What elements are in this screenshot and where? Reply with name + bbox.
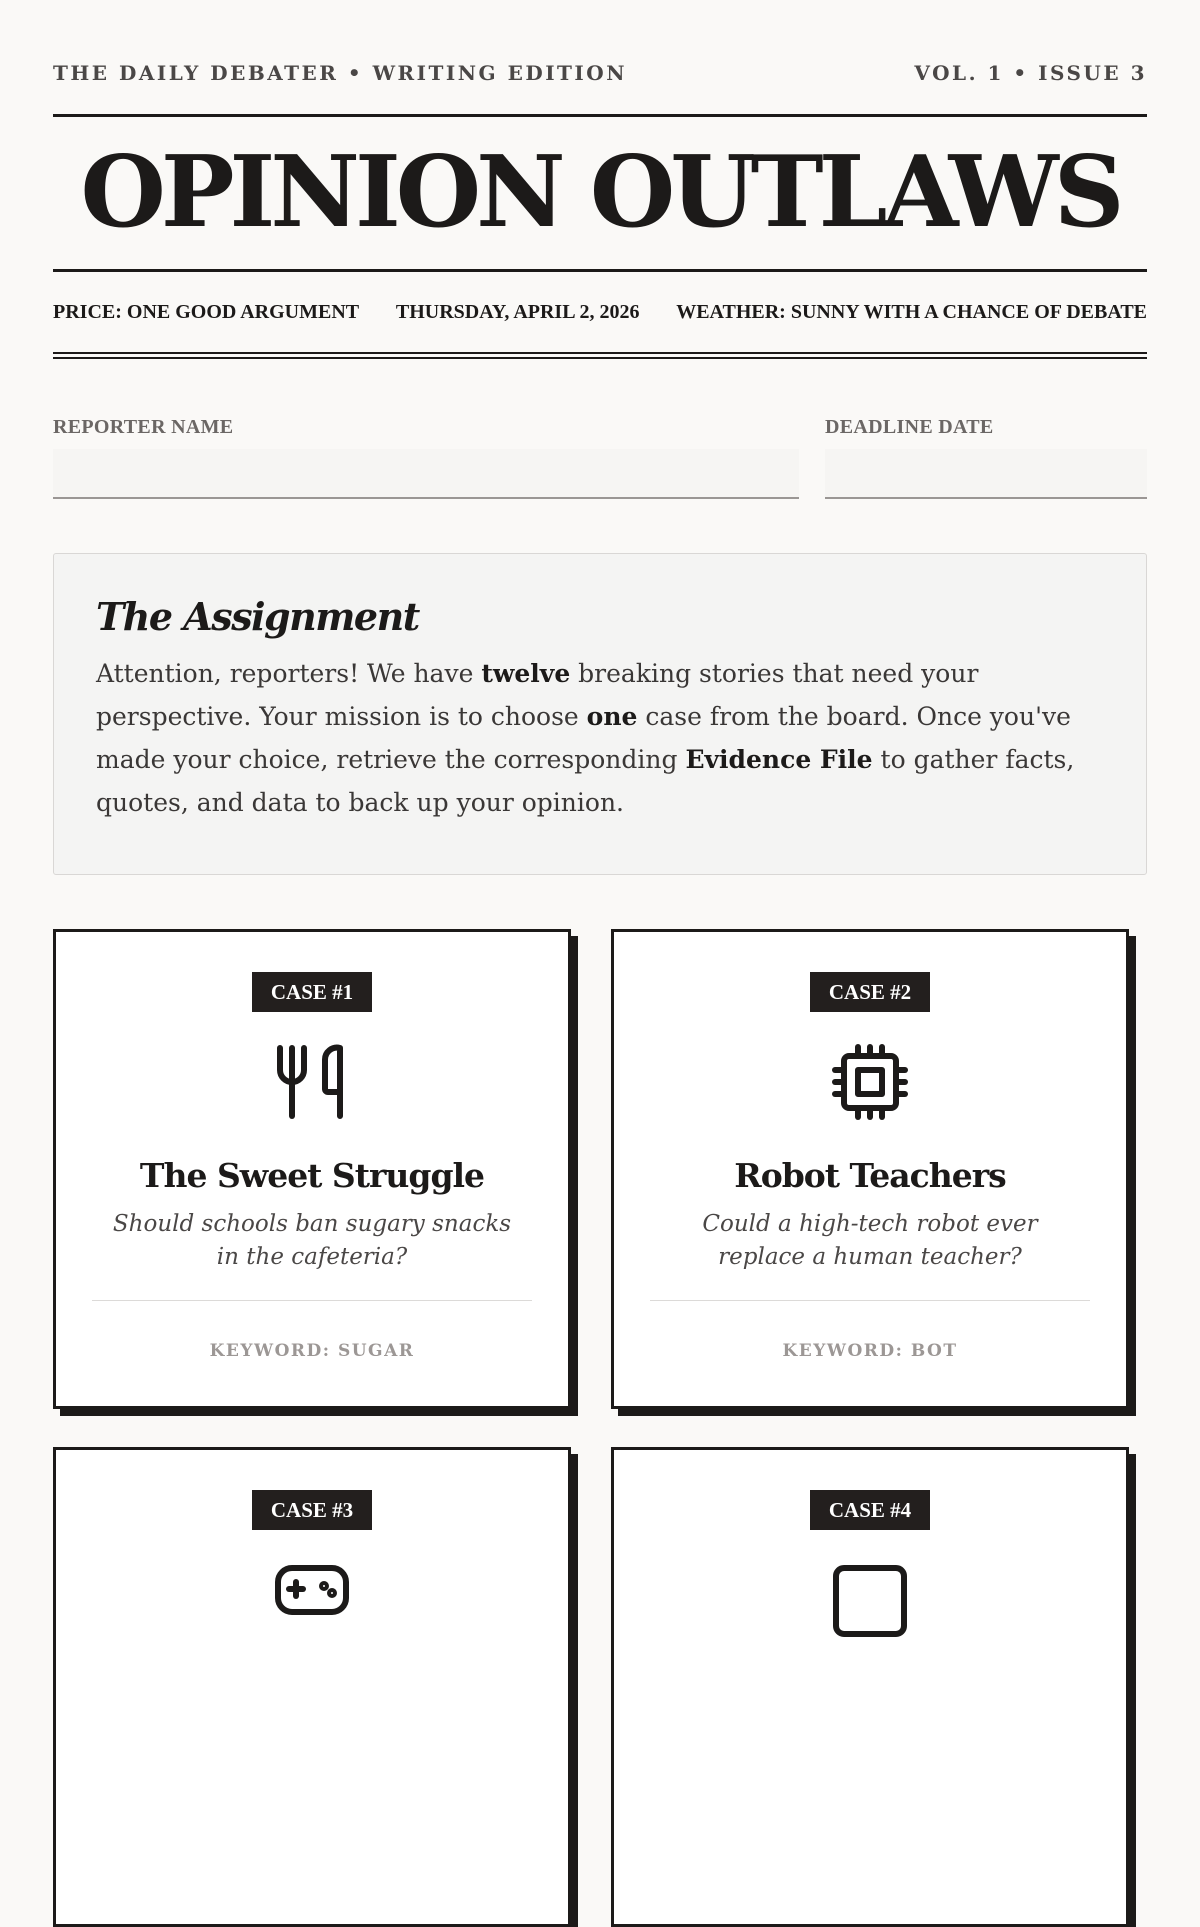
case-title: Robot Teachers <box>734 1156 1006 1195</box>
assignment-bold-one: one <box>586 701 638 731</box>
assignment-title: The Assignment <box>96 594 419 639</box>
dateline <box>53 272 1147 352</box>
date-text: THURSDAY, APRIL 2, 2026 <box>395 300 640 323</box>
reporter-name-field <box>53 411 799 499</box>
deadline-date-field <box>825 411 1147 499</box>
reporter-name-input[interactable] <box>53 449 799 499</box>
publication-name: THE DAILY DEBATER • WRITING EDITION <box>53 61 627 85</box>
deadline-date-label: DEADLINE DATE <box>825 416 994 438</box>
newspaper-page <box>53 0 1147 1927</box>
price-text: PRICE: ONE GOOD ARGUMENT <box>53 300 360 323</box>
assignment-bold-evidence: Evidence File <box>685 744 873 774</box>
weather-text: WEATHER: SUNNY WITH A CHANCE OF DEBATE <box>676 300 1147 323</box>
card-divider <box>92 1300 532 1301</box>
masthead-title: OPINION OUTLAWS <box>80 135 1120 250</box>
tablet-icon <box>614 1556 1126 1644</box>
case-card-4[interactable] <box>611 1447 1129 1927</box>
assignment-bold-count: twelve <box>481 658 571 688</box>
case-question: Could a high-tech robot ever replace a human teacher? <box>702 1210 1038 1270</box>
utensils-icon <box>56 1038 568 1126</box>
top-line <box>53 0 1147 88</box>
issue-number: VOL. 1 • ISSUE 3 <box>914 61 1147 85</box>
card-divider <box>650 1300 1090 1301</box>
assignment-text: Attention, reporters! We have twelve breaking stories that need your perspective. Your mission is to choose one case from the board. Once you've made your choice, retrieve the corresponding Evidence File to gather facts, quotes, and data to back up your opinion. <box>96 658 1075 817</box>
gamepad-icon <box>56 1556 568 1644</box>
case-card-2[interactable] <box>611 929 1129 1409</box>
case-title: The Sweet Struggle <box>139 1156 485 1195</box>
case-badge: CASE #4 <box>810 1490 930 1530</box>
deadline-date-input[interactable] <box>825 449 1147 499</box>
case-question: Should schools ban sugary snacks in the cafeteria? <box>112 1210 512 1270</box>
case-keyword: KEYWORD: BOT <box>782 1340 958 1361</box>
assignment-box <box>53 553 1147 875</box>
case-badge: CASE #2 <box>810 972 930 1012</box>
case-badge: CASE #1 <box>252 972 372 1012</box>
dateline-double-rule <box>53 352 1147 359</box>
case-badge: CASE #3 <box>252 1490 372 1530</box>
case-card-1[interactable] <box>53 929 571 1409</box>
case-card-3[interactable] <box>53 1447 571 1927</box>
reporter-fields <box>53 411 1147 499</box>
reporter-name-label: REPORTER NAME <box>53 416 234 438</box>
case-keyword: KEYWORD: SUGAR <box>209 1340 415 1361</box>
case-board <box>53 929 1147 1927</box>
microchip-icon <box>614 1038 1126 1126</box>
